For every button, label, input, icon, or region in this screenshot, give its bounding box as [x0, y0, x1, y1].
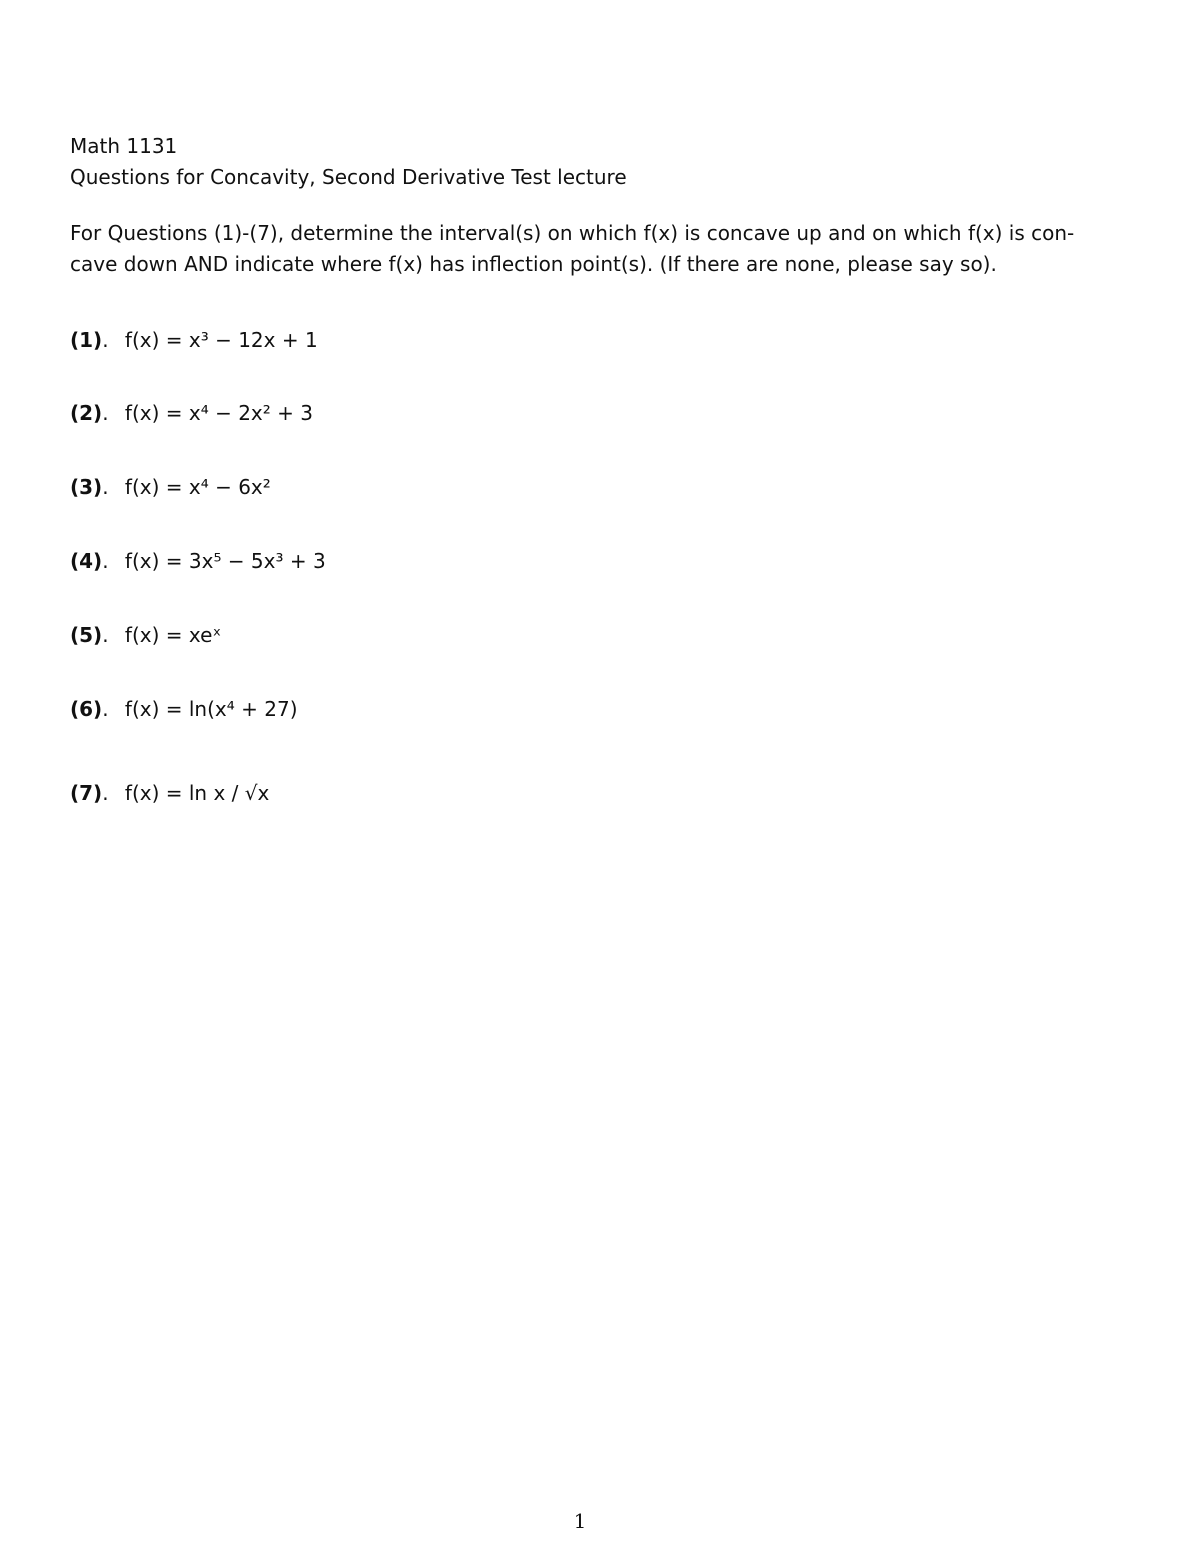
question-3: (3). f(x) = x⁴ − 6x² [70, 475, 271, 499]
question-2: (2). f(x) = x⁴ − 2x² + 3 [70, 401, 313, 425]
question-formula: f(x) = xeˣ [124, 623, 222, 647]
instructions [70, 218, 1075, 280]
question-label: (5) [70, 623, 103, 647]
question-label: (7) [70, 781, 103, 805]
question-6: (6). f(x) = ln(x⁴ + 27) [70, 697, 298, 721]
question-label: (4) [70, 549, 103, 573]
course-title: Math 1131 [70, 134, 178, 158]
question-formula: f(x) = x⁴ − 6x² [124, 475, 271, 499]
question-label: (1) [70, 328, 103, 352]
instructions-line-1: For Questions (1)-(7), determine the interval(s) on which f(x) is concave up and on which f(x) is con- [70, 221, 1075, 245]
question-label: (2) [70, 401, 103, 425]
question-formula: f(x) = ln x / √x [124, 781, 270, 805]
question-formula: f(x) = ln(x⁴ + 27) [124, 697, 298, 721]
instructions-line-2: cave down AND indicate where f(x) has inflection point(s). (If there are none, please say so). [70, 252, 997, 276]
question-label: (3) [70, 475, 103, 499]
lecture-subtitle: Questions for Concavity, Second Derivative Test lecture [70, 165, 627, 189]
page-number: 1 [573, 1509, 587, 1533]
question-4: (4). f(x) = 3x⁵ − 5x³ + 3 [70, 549, 326, 573]
question-formula: f(x) = x⁴ − 2x² + 3 [124, 401, 313, 425]
question-1: (1). f(x) = x³ − 12x + 1 [70, 328, 318, 352]
question-formula: f(x) = x³ − 12x + 1 [124, 328, 318, 352]
question-formula: f(x) = 3x⁵ − 5x³ + 3 [124, 549, 326, 573]
question-label: (6) [70, 697, 103, 721]
question-5: (5). f(x) = xeˣ [70, 623, 222, 647]
question-7: (7). f(x) = ln x / √x [70, 781, 270, 805]
